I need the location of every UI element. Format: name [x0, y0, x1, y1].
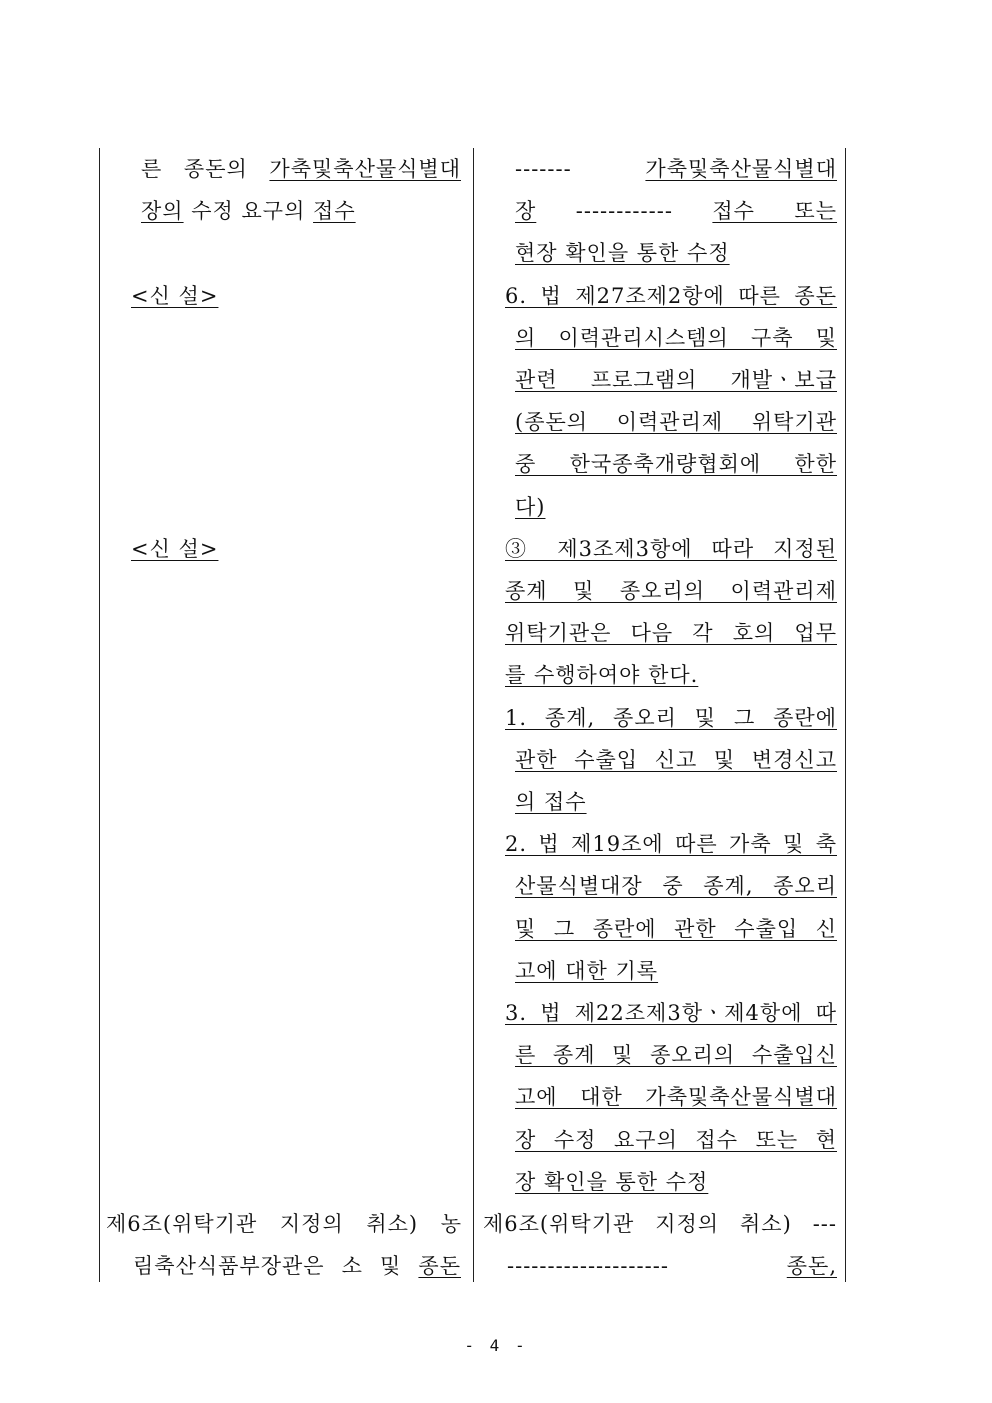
underlined-text: 접수 — [313, 199, 356, 224]
text-segment: 제6조(위탁기관 지정의 취소) --- — [483, 1212, 837, 1236]
text-segment: ------------ — [536, 199, 713, 224]
right-text-line — [505, 612, 837, 654]
right-text-line — [515, 359, 837, 401]
right-text-line — [505, 528, 837, 570]
underlined-text: 종돈 — [418, 1254, 461, 1279]
left-text-line — [131, 528, 241, 570]
right-text-line — [515, 317, 837, 359]
text-segment: -------------------- — [507, 1254, 787, 1279]
right-text-line — [515, 232, 765, 274]
underlined-text: 6. 법 제27조제2항에 따른 종돈 — [505, 283, 837, 308]
right-text-line — [515, 908, 837, 950]
right-text-line — [507, 1245, 837, 1287]
underlined-text: 장의 — [141, 199, 184, 224]
right-text-line — [515, 739, 837, 781]
text-segment: 제6조(위탁기관 지정의 취소) 농 — [106, 1212, 462, 1236]
underlined-text: 의 이력관리시스템의 구축 및 — [515, 325, 837, 350]
text-segment: 림축산식품부장관은 소 및 — [133, 1254, 419, 1279]
underlined-text: 종돈, — [786, 1254, 837, 1279]
right-text-line — [515, 1034, 837, 1076]
left-text-line — [131, 275, 241, 317]
right-text-line — [505, 654, 725, 696]
underlined-text: 3. 법 제22조제3항ㆍ제4항에 따 — [505, 1001, 837, 1025]
right-text-line — [505, 697, 837, 739]
underlined-text: 중 한국종축개량협회에 한한 — [515, 452, 837, 477]
underlined-text: 다) — [515, 494, 546, 519]
right-text-line — [515, 148, 837, 190]
text-segment: ------- — [515, 157, 646, 181]
underlined-text: 고에 대한 기록 — [515, 958, 659, 983]
table-divider — [473, 148, 474, 1282]
underlined-text: 관한 수출입 신고 및 변경신고 — [515, 747, 837, 772]
underlined-text: 위탁기관은 다음 각 호의 업무 — [505, 621, 837, 646]
right-text-line — [515, 1161, 740, 1203]
underlined-text: 른 종계 및 종오리의 수출입신 — [515, 1043, 837, 1068]
right-text-line — [515, 865, 837, 907]
right-text-line — [515, 443, 837, 485]
underlined-text: 2. 법 제19조에 따른 가축 및 축 — [505, 832, 837, 857]
underlined-text: 고에 대한 가축및축산물식별대 — [515, 1085, 837, 1110]
underlined-text: 및 그 종란에 관한 수출입 신 — [515, 916, 837, 941]
right-text-line — [505, 823, 837, 865]
underlined-text: <신 설> — [131, 536, 219, 561]
underlined-text: (종돈의 이력관리제 위탁기관 — [515, 410, 837, 435]
right-text-line — [515, 190, 837, 232]
underlined-text: 장 확인을 통한 수정 — [515, 1169, 709, 1194]
right-text-line — [515, 1076, 837, 1118]
right-text-line — [483, 1203, 837, 1245]
text-segment: 수정 요구의 — [183, 199, 314, 224]
underlined-text: 현장 확인을 통한 수정 — [515, 241, 730, 266]
underlined-text: 1. 종계, 종오리 및 그 종란에 — [505, 705, 837, 730]
underlined-text: 관련 프로그램의 개발ㆍ보급 — [515, 368, 837, 392]
right-text-line — [505, 570, 837, 612]
right-text-line — [515, 781, 605, 823]
right-text-line — [505, 992, 837, 1034]
left-text-line — [141, 190, 386, 232]
text-segment: 른 종돈의 — [141, 157, 270, 181]
left-text-line — [133, 1245, 461, 1287]
underlined-text: 가축및축산물식별대 — [645, 157, 837, 181]
table-left-border — [99, 148, 100, 1282]
left-text-line — [141, 148, 461, 190]
underlined-text: 장 — [515, 199, 537, 224]
table-right-border — [845, 148, 846, 1282]
underlined-text: 장 수정 요구의 접수 또는 현 — [515, 1127, 837, 1152]
underlined-text: 의 접수 — [515, 790, 587, 814]
left-text-line — [106, 1203, 462, 1245]
underlined-text: ③ 제3조제3항에 따라 지정된 — [505, 536, 837, 561]
right-text-line — [515, 1119, 837, 1161]
right-text-line — [515, 401, 837, 443]
underlined-text: 를 수행하여야 한다. — [505, 663, 699, 688]
underlined-text: <신 설> — [131, 283, 219, 308]
underlined-text: 접수 또는 — [712, 199, 838, 224]
underlined-text: 종계 및 종오리의 이력관리제 — [505, 579, 837, 603]
right-text-line — [505, 275, 837, 317]
underlined-text: 가축및축산물식별대 — [269, 157, 461, 181]
page-number: - 4 - — [464, 1336, 528, 1355]
underlined-text: 산물식별대장 중 종계, 종오리 — [515, 874, 837, 899]
right-text-line — [515, 486, 555, 528]
right-text-line — [515, 950, 685, 992]
